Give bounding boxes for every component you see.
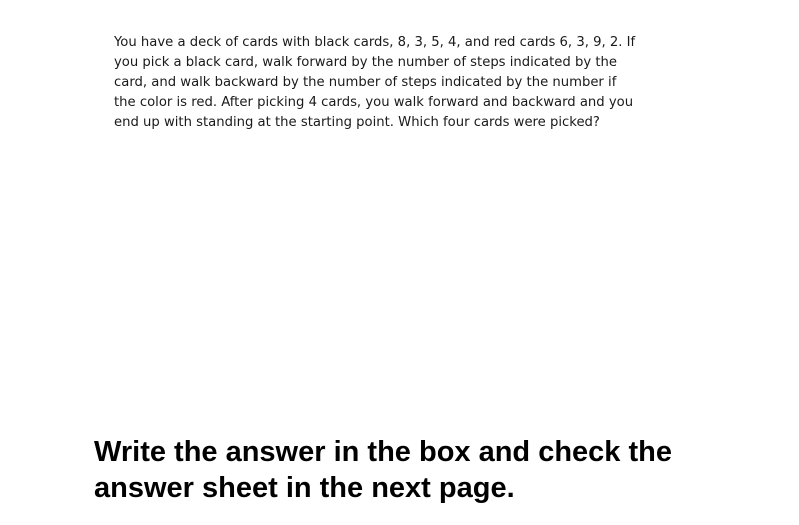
problem-statement: You have a deck of cards with black cards, 8, 3, 5, 4, and red cards 6, 3, 9, 2. If you pick a black card, walk forward by the number of steps indicated by the card, and walk backward by the number of steps indicated by the number if the color is red. After picking 4 cards, you walk forward and backward and you end up with standing at the starting point. Which four cards were picked? xyxy=(114,35,636,130)
answer-instruction: Write the answer in the box and check the answer sheet in the next page. xyxy=(94,436,672,504)
